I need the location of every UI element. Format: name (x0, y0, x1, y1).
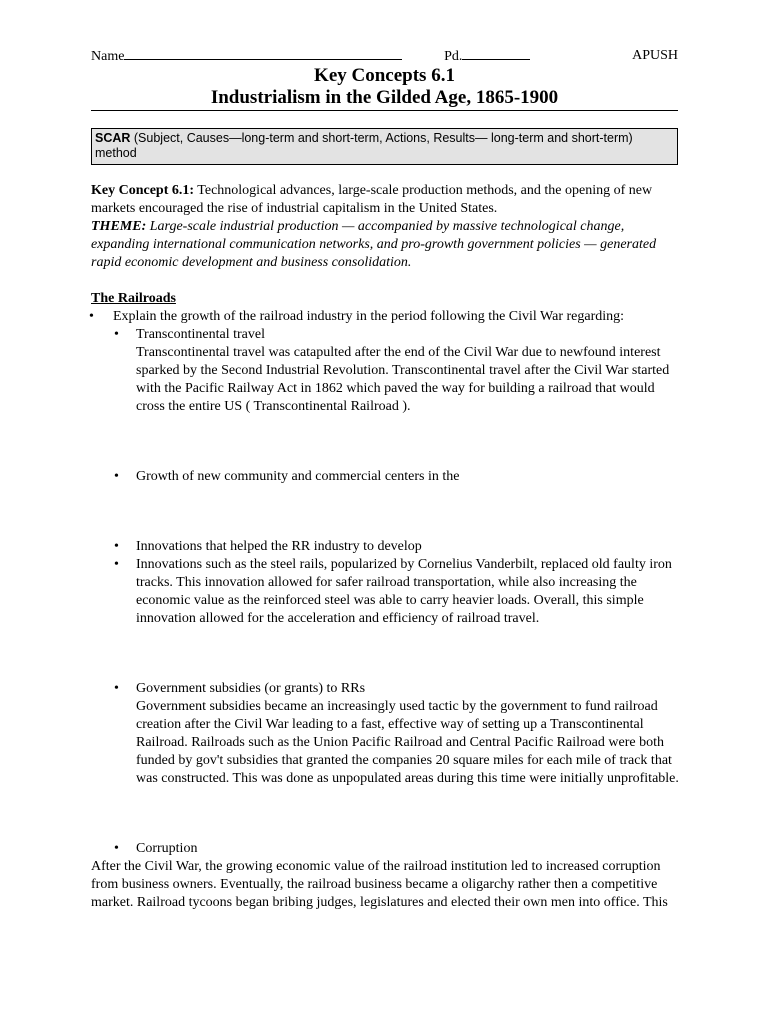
theme-text: Large-scale industrial production — accompanied by massive technological change, expanding international communication networks, and pro-growth government policies — generated rapid economic development and business consolidation. (91, 219, 657, 270)
bullet-icon: • (114, 469, 119, 484)
list-item (91, 680, 678, 698)
theme (91, 218, 678, 272)
item-label: Government subsidies (or grants) to RRs (136, 681, 366, 696)
bullet-icon: • (114, 539, 119, 554)
key-concept-text: Technological advances, large-scale production methods, and the opening of new markets encouraged the rise of industrial capitalism in the United States. (91, 183, 653, 216)
list-item (91, 538, 678, 556)
list-item (91, 468, 678, 486)
theme-label: THEME: (91, 219, 147, 234)
period-field[interactable] (444, 47, 530, 65)
title-divider (91, 110, 678, 111)
bullet-icon: • (114, 841, 119, 856)
header-line (91, 47, 678, 65)
course-label: APUSH (632, 48, 678, 63)
bullet-icon: • (114, 327, 119, 342)
key-concept-label: Key Concept 6.1: (91, 183, 195, 198)
list-item (91, 326, 678, 344)
section-heading-railroads: The Railroads (91, 291, 176, 306)
answer-text[interactable]: Transcontinental travel was catapulted after the end of the Civil War due to newfound interest sparked by the Second Industrial Revolution. Transcontinental travel after the Civil War started with the Pacific Railway Act in 1862 which paved the way for building a railroad that would cross the entire US ( Transcontinental Railroad ). (136, 345, 670, 414)
answer-text[interactable]: After the Civil War, the growing economic value of the railroad institution led to increased corruption from business owners. Eventually, the railroad business became a oligarchy rather then a competitive market. Railroad tycoons began bribing judges, legislatures and elected their own men into office. This (91, 859, 668, 910)
name-label: Name (91, 49, 125, 64)
name-field[interactable] (91, 47, 402, 65)
scar-label: SCAR (95, 131, 131, 145)
scar-text: (Subject, Causes—long-term and short-term, Actions, Results— long-term and short-term) method (95, 131, 633, 160)
answer-text[interactable]: Innovations such as the steel rails, popularized by Cornelius Vanderbilt, replaced old faulty iron tracks. This innovation allowed for safer railroad transportation, while also increasing the economic value as the reinforced steel was able to carry heavier loads. Overall, this simple innovation allowed for the acceleration and efficiency of railroad travel. (136, 557, 672, 626)
item-label: Corruption (136, 841, 198, 856)
title-line-1: Key Concepts 6.1 (314, 65, 455, 86)
page-title (91, 65, 678, 109)
list-item (91, 840, 678, 858)
scar-box (91, 128, 678, 165)
period-blank[interactable] (462, 47, 530, 60)
list-item[interactable] (91, 556, 678, 628)
document-page (91, 47, 678, 912)
item-label: Transcontinental travel (136, 327, 265, 342)
answer-text[interactable]: Government subsidies became an increasingly used tactic by the government to fund railroad creation after the Civil War leading to a fast, effective way of setting up a Transcontinental Railroad. Railroads such as the Union Pacific Railroad and Central Pacific Railroad were both funded by gov't subsidies that granted the companies 20 square miles for each mile of track that was constructed. This was done as unpopulated areas during this time were initially unprofitable. (136, 699, 679, 786)
prompt-text: Explain the growth of the railroad industry in the period following the Civil War regarding: (113, 309, 625, 324)
period-label: Pd. (444, 49, 463, 64)
title-line-2: Industrialism in the Gilded Age, 1865-1900 (210, 87, 559, 108)
item-label: Growth of new community and commercial centers in the (136, 469, 460, 484)
item-label: Innovations that helped the RR industry to develop (136, 539, 422, 554)
list-item (91, 308, 678, 326)
bullet-icon: • (114, 681, 119, 696)
name-blank[interactable] (124, 47, 402, 60)
key-concept (91, 182, 678, 272)
bullet-icon: • (89, 309, 94, 324)
bullet-icon: • (114, 557, 119, 572)
